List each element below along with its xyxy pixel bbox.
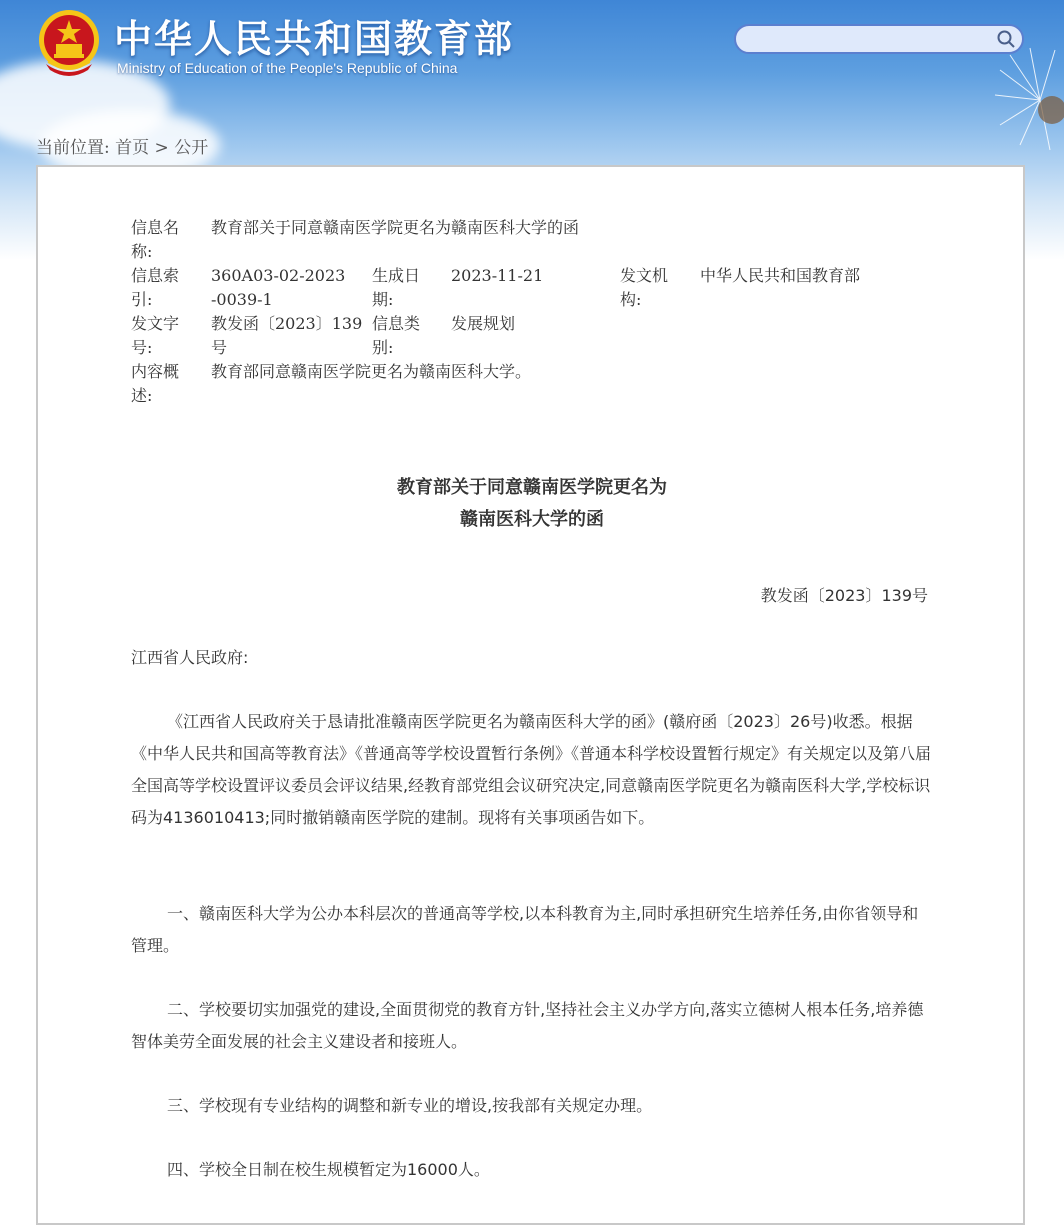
document-number: 教发函〔2023〕139号	[760, 586, 928, 605]
info-issuer-value: 中华人民共和国教育部	[700, 266, 861, 285]
site-subtitle: Ministry of Education of the People's Republic of China	[117, 60, 458, 76]
paragraph-text: 《江西省人民政府关于恳请批准赣南医学院更名为赣南医科大学的函》(赣府函〔2023〕26号)收悉。根据《中华人民共和国高等教育法》《普通高等学校设置暂行条例》《普通本科学校设置暂行规定》有关规定以及第八届全国高等学校设置评议委员会评议结果,经教育部党组会议研究决定,同意赣南医学院更名为赣南医科大学,学校标识码为4136010413;同时撤销赣南医学院的建制。现将有关事项函告如下。	[131, 712, 932, 827]
breadcrumb-current-link[interactable]: 公开	[174, 138, 209, 158]
paragraph-text: 二、学校要切实加强党的建设,全面贯彻党的教育方针,坚持社会主义办学方向,落实立德树人根本任务,培养德智体美劳全面发展的社会主义建设者和接班人。	[131, 1000, 924, 1051]
paragraph-text: 四、学校全日制在校生规模暂定为16000人。	[167, 1160, 490, 1179]
breadcrumb	[36, 133, 208, 158]
addressee-text: 江西省人民政府:	[131, 648, 249, 667]
document-paragraph	[131, 898, 931, 962]
info-name-value: 教育部关于同意赣南医学院更名为赣南医科大学的函	[211, 218, 580, 237]
document-title-line1: 教育部关于同意赣南医学院更名为	[397, 477, 667, 498]
info-index-label: 信息索引:	[131, 266, 180, 309]
paragraph-text: 三、学校现有专业结构的调整和新专业的增设,按我部有关规定办理。	[167, 1096, 653, 1115]
breadcrumb-home-link[interactable]: 首页	[115, 138, 150, 158]
breadcrumb-prefix: 当前位置:	[36, 138, 110, 158]
info-date-value: 2023-11-21	[451, 266, 544, 285]
document-paragraph	[131, 706, 931, 834]
document-addressee	[131, 642, 931, 674]
document-title	[0, 472, 1064, 536]
site-title[interactable]: 中华人民共和国教育部	[114, 17, 515, 61]
info-index-value: 360A03-02-2023-0039-1	[211, 266, 346, 309]
info-issuer-label: 发文机构:	[620, 266, 669, 309]
info-summary-value: 教育部同意赣南医学院更名为赣南医科大学。	[211, 362, 532, 381]
document-title-line2: 赣南医科大学的函	[460, 509, 604, 530]
document-paragraph	[131, 1154, 931, 1186]
info-docno-value: 教发函〔2023〕139号	[211, 314, 363, 357]
info-date-label: 生成日期:	[372, 266, 421, 309]
document-paragraph	[131, 1090, 931, 1122]
info-name-label: 信息名称:	[131, 218, 180, 261]
document-paragraph	[131, 994, 931, 1058]
paragraph-text: 一、赣南医科大学为公办本科层次的普通高等学校,以本科教育为主,同时承担研究生培养任务,由你省领导和管理。	[131, 904, 919, 955]
search-input[interactable]	[748, 30, 992, 50]
breadcrumb-separator: >	[154, 138, 169, 158]
dandelion-decoration-icon	[980, 40, 1064, 160]
info-category-label: 信息类别:	[372, 314, 421, 357]
info-category-value: 发展规划	[451, 314, 516, 333]
info-docno-label: 发文字号:	[131, 314, 180, 357]
info-summary-label: 内容概述:	[131, 362, 180, 405]
national-emblem-icon[interactable]	[36, 8, 102, 78]
